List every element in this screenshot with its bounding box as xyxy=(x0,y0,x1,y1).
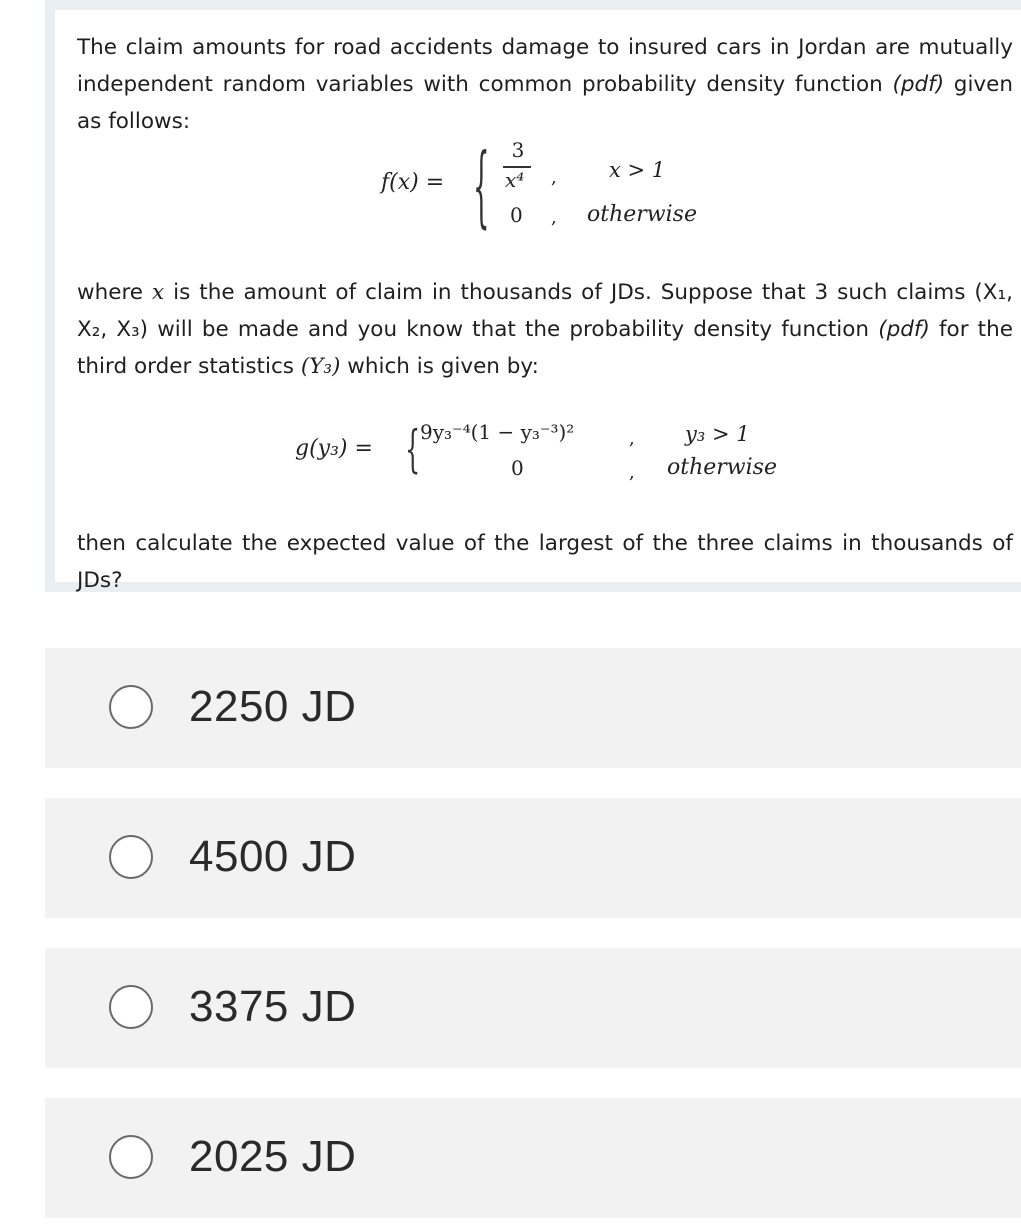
comma: , xyxy=(551,207,557,228)
answer-option-1[interactable] xyxy=(45,648,1021,768)
question-intro-text: The claim amounts for road accidents damage to insured cars in Jordan are mutually independent random variables with common probability density function xyxy=(77,35,1013,97)
answer-option-2[interactable] xyxy=(45,798,1021,918)
f-case-2: 0 xyxy=(510,203,523,227)
option-label: 3375 JD xyxy=(189,982,357,1031)
comma: , xyxy=(629,462,635,483)
comma: , xyxy=(551,167,557,188)
g-condition-2: otherwise xyxy=(667,455,777,480)
question-middle: where x is the amount of claim in thousands of JDs. Suppose that 3 such claims (X₁, X₂, X₃) will be made and you know that the probability density function (pdf) for the third order statistics (Y₃) which is given by: xyxy=(77,280,1013,379)
radio-button-icon[interactable] xyxy=(109,1135,153,1179)
f-condition-1: x > 1 xyxy=(609,158,666,182)
f-lhs: f(x) = xyxy=(381,170,445,195)
answer-option-3[interactable] xyxy=(45,948,1021,1068)
left-brace-icon: { xyxy=(405,420,421,479)
question-final: then calculate the expected value of the largest of the three claims in thousands of JDs? xyxy=(77,531,1013,593)
option-label: 4500 JD xyxy=(189,832,357,881)
g-case-2: 0 xyxy=(511,456,524,480)
f-numerator: 3 xyxy=(511,138,525,162)
g-lhs: g(y₃) = xyxy=(295,436,373,461)
option-label: 2250 JD xyxy=(189,682,357,731)
question-intro-end: given as follows: xyxy=(77,72,1013,134)
question-intro xyxy=(77,29,1013,140)
answer-option-4[interactable] xyxy=(45,1098,1021,1218)
option-label: 2025 JD xyxy=(189,1132,357,1181)
comma: , xyxy=(629,428,635,449)
f-condition-2: otherwise xyxy=(587,202,697,227)
question-card xyxy=(45,0,1021,592)
g-condition-1: y₃ > 1 xyxy=(685,422,750,446)
pdf-abbrev: (pdf) xyxy=(892,72,945,97)
left-brace-icon: { xyxy=(473,138,490,240)
radio-button-icon[interactable] xyxy=(109,685,153,729)
g-case-1: 9y₃⁻⁴(1 − y₃⁻³)² xyxy=(420,420,575,444)
radio-button-icon[interactable] xyxy=(109,835,153,879)
f-denominator: x⁴ xyxy=(505,168,525,192)
radio-button-icon[interactable] xyxy=(109,985,153,1029)
